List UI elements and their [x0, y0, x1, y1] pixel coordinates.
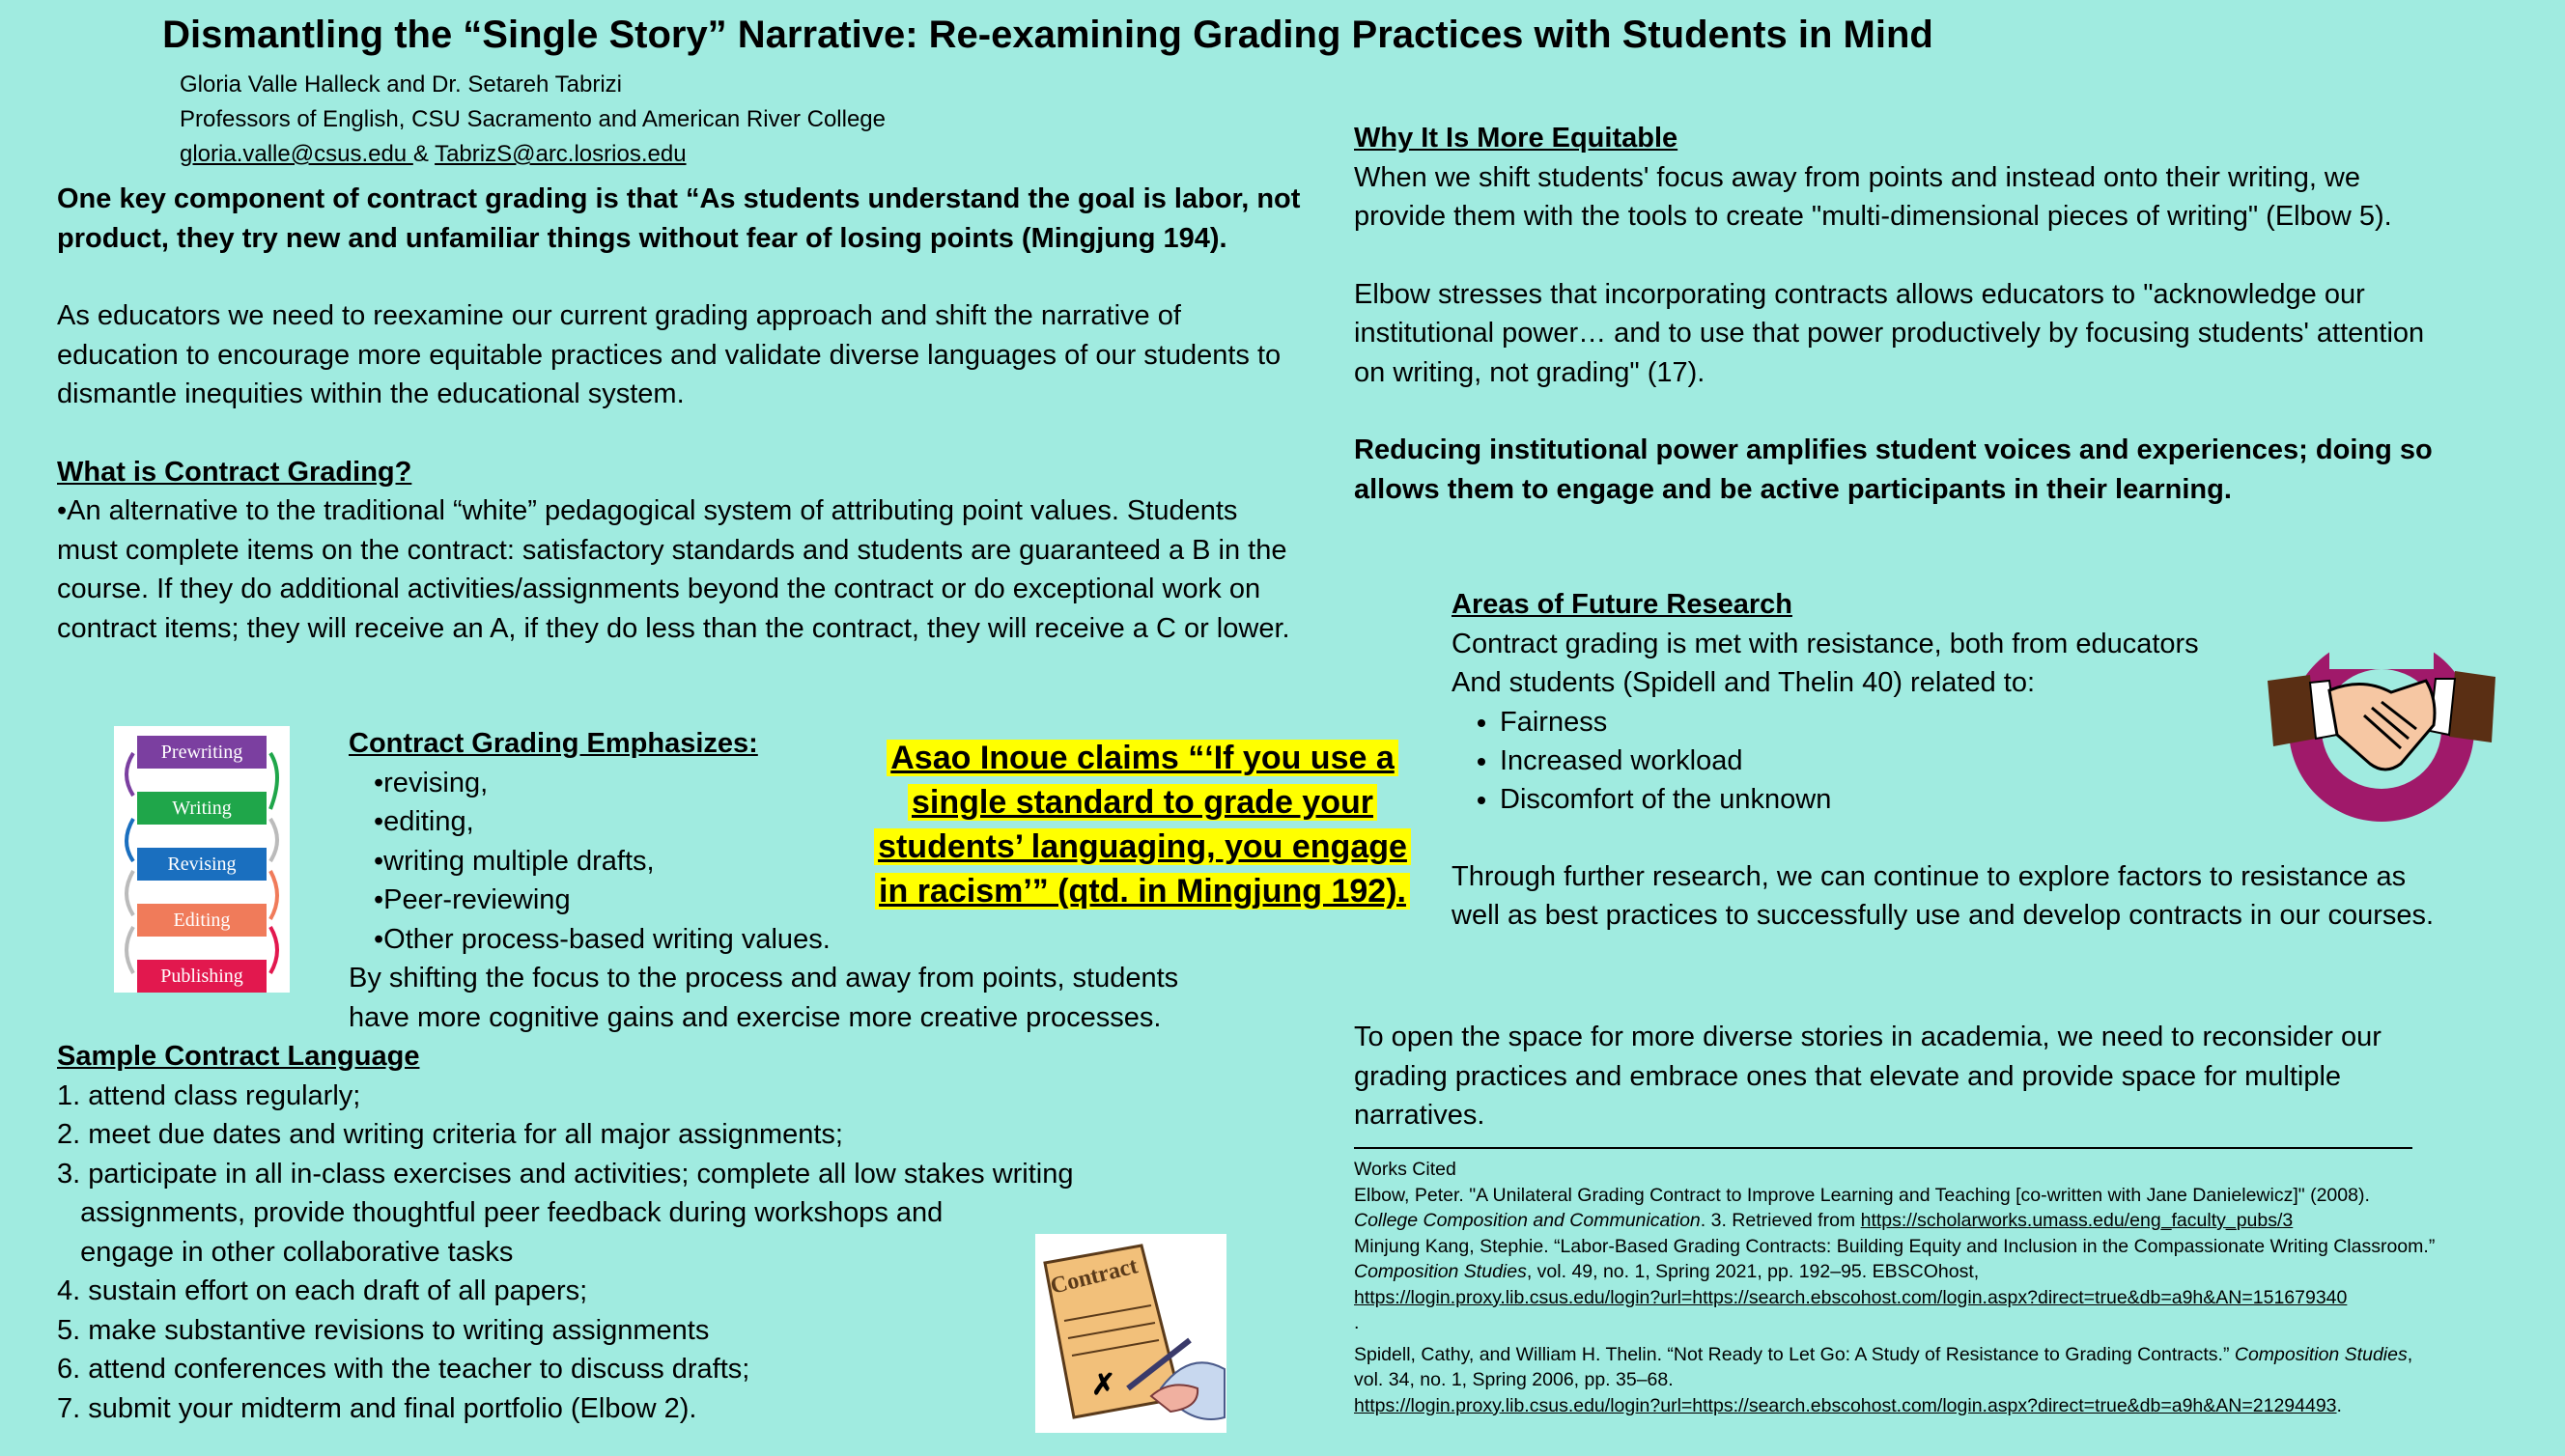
- ref-journal: College Composition and Communication: [1354, 1210, 1701, 1231]
- svg-text:✗: ✗: [1091, 1369, 1116, 1401]
- intro-body: As educators we need to reexamine our current grading approach and shift the narrative of education to encourage more equitable practices and validate diverse languages of our students to dismantle inequities within the educational system.: [57, 300, 1282, 409]
- contract-word: Contract: [1048, 1253, 1141, 1300]
- list-item: •writing multiple drafts,: [374, 845, 655, 877]
- intro-quote: One key component of contract grading is that “As students understand the goal is labor, not product, they try new and unfamiliar things without fear of losing points (Mingjung 194).: [57, 183, 1301, 254]
- list-item: 1. attend class regularly;: [57, 1079, 361, 1111]
- ref-text: Minjung Kang, Stephie. “Labor-Based Grading Contracts: Building Equity and Inclusion in the Compassionate Writing Classroom.”: [1354, 1235, 2436, 1257]
- works-cited: [1354, 1147, 2436, 1418]
- inoue-callout: [858, 736, 1427, 913]
- what-heading: What is Contract Grading?: [57, 456, 412, 488]
- ref-text: Spidell, Cathy, and William H. Thelin. “Not Ready to Let Go: A Study of Resistance to Grading Contracts.”: [1354, 1343, 2235, 1365]
- future-line-1: Contract grading is met with resistance, both from educators: [1452, 628, 2199, 659]
- reference-3: [1354, 1342, 2436, 1419]
- ref-text: , vol. 49, no. 1, Spring 2021, pp. 192–95. EBSCOhost,: [1526, 1261, 1980, 1282]
- email-link-1[interactable]: gloria.valle@csus.edu: [180, 141, 413, 167]
- email-separator: &: [412, 141, 436, 167]
- future-line-2: And students (Spidell and Thelin 40) related to:: [1452, 667, 2036, 698]
- list-item: 7. submit your midterm and final portfolio (Elbow 2).: [57, 1392, 697, 1424]
- list-item: •Other process-based writing values.: [374, 923, 831, 955]
- handshake-graphic: [2256, 632, 2507, 826]
- equitable-section: [1354, 119, 2436, 509]
- works-cited-heading: Works Cited: [1354, 1159, 1456, 1180]
- intro-section: [57, 180, 1303, 648]
- emphasizes-body: By shifting the focus to the process and away from points, students have more cognitive gains and exercise more creative processes.: [349, 963, 1179, 1033]
- ref-journal: Composition Studies: [2234, 1343, 2408, 1365]
- list-item: • Increased workload: [1500, 742, 2437, 780]
- cycle-arrows-icon: [114, 726, 290, 993]
- list-item: • Fairness: [1500, 703, 2437, 742]
- list-item: 6. attend conferences with the teacher to discuss drafts;: [57, 1354, 750, 1385]
- ref-link[interactable]: https://login.proxy.lib.csus.edu/login?url=https://search.ebscohost.com/login.aspx?direct=true&db=a9h&AN=151679340: [1354, 1286, 2348, 1308]
- handshake-icon: [2256, 632, 2507, 826]
- reference-2: [1354, 1234, 2436, 1336]
- inoue-quote: Asao Inoue claims “‘If you use a single standard to grade your students’ languaging, you engage in racism’” (qtd. in Mingjung 192).: [874, 740, 1411, 910]
- writing-process-graphic: [114, 726, 290, 993]
- list-item: 5. make substantive revisions to writing assignments: [57, 1314, 710, 1346]
- stage-publishing: Publishing: [137, 960, 267, 993]
- list-item: •revising,: [374, 767, 489, 798]
- emphasizes-heading: Contract Grading Emphasizes:: [349, 728, 758, 759]
- future-heading: Areas of Future Research: [1452, 589, 1792, 620]
- emails: [180, 137, 886, 172]
- closing-section: [1354, 1018, 2436, 1135]
- author-block: [180, 68, 886, 172]
- why-paragraph-1: When we shift students' focus away from points and instead onto their writing, we provide them with the tools to create "multi-dimensional pieces of writing" (Elbow 5).: [1354, 161, 2392, 232]
- why-heading: Why It Is More Equitable: [1354, 123, 1678, 154]
- email-link-2[interactable]: TabrizS@arc.losrios.edu: [435, 141, 687, 167]
- list-item: 4. sustain effort on each draft of all papers;: [57, 1275, 588, 1306]
- ref-text: .: [2336, 1394, 2342, 1416]
- ref-text: , vol. 34, no. 1, Spring 2006, pp. 35–68.: [1354, 1343, 2413, 1390]
- sample-heading: Sample Contract Language: [57, 1041, 420, 1072]
- reference-1: [1354, 1183, 2436, 1234]
- ref-text: .: [1354, 1312, 1360, 1333]
- ref-journal: Composition Studies: [1354, 1261, 1527, 1282]
- ref-link[interactable]: https://scholarworks.umass.edu/eng_faculty_pubs/3: [1860, 1210, 2294, 1231]
- list-item: • Discomfort of the unknown: [1500, 780, 2437, 819]
- closing-paragraph: To open the space for more diverse stories in academia, we need to reconsider our grading practices and embrace ones that elevate and provide space for multiple narratives.: [1354, 1022, 2382, 1131]
- authors: Gloria Valle Halleck and Dr. Setareh Tabrizi: [180, 71, 622, 98]
- stage-writing: Writing: [137, 792, 267, 825]
- list-item: •Peer-reviewing: [374, 884, 571, 915]
- why-paragraph-3: Reducing institutional power amplifies student voices and experiences; doing so allows them to engage and be active participants in their learning.: [1354, 434, 2433, 505]
- why-paragraph-2: Elbow stresses that incorporating contracts allows educators to "acknowledge our institutional power… and to use that power productively by focusing students' attention on writing, not grading" (17).: [1354, 278, 2425, 388]
- list-item: •editing,: [374, 806, 474, 837]
- ref-text: . 3. Retrieved from: [1700, 1210, 1861, 1231]
- poster-title: Dismantling the “Single Story” Narrative: Re-examining Grading Practices with Students in Mind: [162, 14, 1933, 56]
- list-item: assignments, provide thoughtful peer feedback during workshops and: [57, 1197, 944, 1228]
- contract-illustration: [1035, 1234, 1226, 1433]
- contract-icon: [1035, 1234, 1226, 1433]
- list-item: engage in other collaborative tasks: [57, 1236, 514, 1268]
- stage-revising: Revising: [137, 848, 267, 881]
- list-item: 3. participate in all in-class exercises and activities; complete all low stakes writing: [57, 1158, 1074, 1190]
- future-body: Through further research, we can continue to explore factors to resistance as well as best practices to successfully use and develop contracts in our courses.: [1452, 860, 2435, 931]
- divider: [1354, 1147, 2412, 1149]
- what-body: •An alternative to the traditional “white” pedagogical system of attributing point values. Students must complete items on the contract: satisfactory standards and students are guaranteed a B in the course. If they do additional activities/assignments beyond the contract or do exceptional work on contract items; they will receive an A, if they do less than the contract, they will receive a C or lower.: [57, 495, 1290, 644]
- ref-link[interactable]: https://login.proxy.lib.csus.edu/login?url=https://search.ebscohost.com/login.aspx?direct=true&db=a9h&AN=21294493: [1354, 1394, 2337, 1416]
- affiliation: Professors of English, CSU Sacramento and American River College: [180, 106, 886, 132]
- stage-prewriting: Prewriting: [137, 736, 267, 769]
- stage-editing: Editing: [137, 904, 267, 937]
- list-item: 2. meet due dates and writing criteria for all major assignments;: [57, 1119, 843, 1150]
- ref-text: Elbow, Peter. "A Unilateral Grading Contract to Improve Learning and Teaching [co-written with Jane Danielewicz]" (2008).: [1354, 1184, 2370, 1206]
